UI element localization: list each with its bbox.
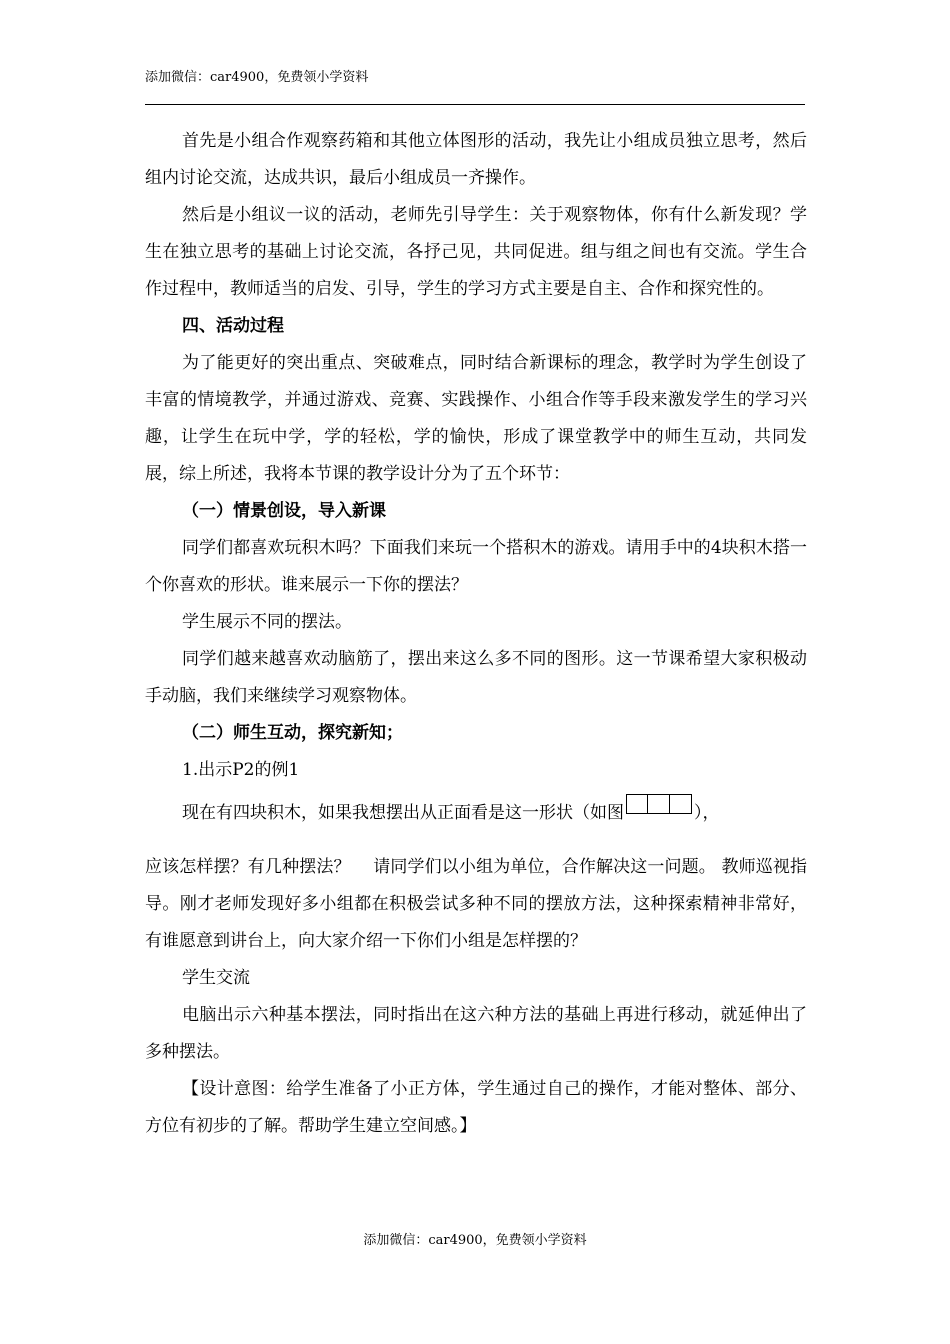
paragraph-building-blocks-game: 同学们都喜欢玩积木吗？下面我们来玩一个搭积木的游戏。请用手中的4块积木搭一个你喜欢的形状。谁来展示一下你的摆法？ bbox=[145, 538, 807, 595]
page-header: 添加微信：car4900，免费领小学资料 bbox=[145, 70, 369, 85]
three-blocks-figure bbox=[626, 794, 692, 814]
block-square bbox=[626, 794, 648, 814]
paragraph-design-intent: 【设计意图：给学生准备了小正方体，学生通过自己的操作，才能对整体、部分、方位有初步的了解。帮助学生建立空间感。】 bbox=[145, 1079, 807, 1136]
paragraph-group-observation: 首先是小组合作观察药箱和其他立体图形的活动，我先让小组成员独立思考，然后组内讨论交流，达成共识，最后小组成员一齐操作。 bbox=[145, 131, 807, 188]
paragraph-figure-line bbox=[145, 789, 807, 849]
header-divider bbox=[145, 104, 805, 105]
subsection-heading-scenario: （一）情景创设，导入新课 bbox=[182, 501, 386, 521]
paragraph-students-show: 学生展示不同的摆法。 bbox=[182, 612, 352, 632]
subsection-heading-interaction: （二）师生互动，探究新知； bbox=[182, 723, 403, 743]
paragraph-activity-intro: 为了能更好的突出重点、突破难点，同时结合新课标的理念，教学时为学生创设了丰富的情境教学，并通过游戏、竞赛、实践操作、小组合作等手段来激发学生的学习兴趣，让学生在玩中学，学的轻松，学的愉快，形成了课堂教学中的师生互动，共同发展，综上所述，我将本节课的教学设计分为了五个环节： bbox=[145, 353, 807, 484]
paragraph-transition: 同学们越来越喜欢动脑筋了，摆出来这么多不同的图形。这一节课希望大家积极动手动脑，我们来继续学习观察物体。 bbox=[145, 649, 807, 706]
paragraph-example-ref: 1.出示P2的例1 bbox=[182, 760, 300, 780]
block-square bbox=[648, 794, 670, 814]
paragraph-group-discussion: 然后是小组议一议的活动，老师先引导学生：关于观察物体，你有什么新发现？学生在独立思考的基础上讨论交流，各抒己见，共同促进。组与组之间也有交流。学生合作过程中，教师适当的启发、引导，学生的学习方式主要是自主、合作和探究性的。 bbox=[145, 205, 807, 299]
page-footer: 添加微信：car4900，免费领小学资料 bbox=[363, 1233, 587, 1248]
paragraph-student-exchange: 学生交流 bbox=[182, 968, 250, 988]
document-body bbox=[145, 123, 807, 1145]
section-heading-activity-process: 四、活动过程 bbox=[182, 316, 284, 336]
paragraph-computer-display: 电脑出示六种基本摆法，同时指出在这六种方法的基础上再进行移动，就延伸出了多种摆法。 bbox=[145, 1005, 807, 1062]
paragraph-how-to-arrange: 应该怎样摆？有几种摆法？ 请同学们以小组为单位，合作解决这一问题。 教师巡视指导。刚才老师发现好多小组都在积极尝试多种不同的摆放方法，这种探索精神非常好，有谁愿意到讲台上，向大家介绍一下你们小组是怎样摆的？ bbox=[145, 857, 807, 951]
block-square bbox=[670, 794, 692, 814]
figure-line-text-before: 现在有四块积木，如果我想摆出从正面看是这一形状（如图 bbox=[182, 803, 624, 823]
figure-line-text-after: ）， bbox=[694, 803, 720, 823]
